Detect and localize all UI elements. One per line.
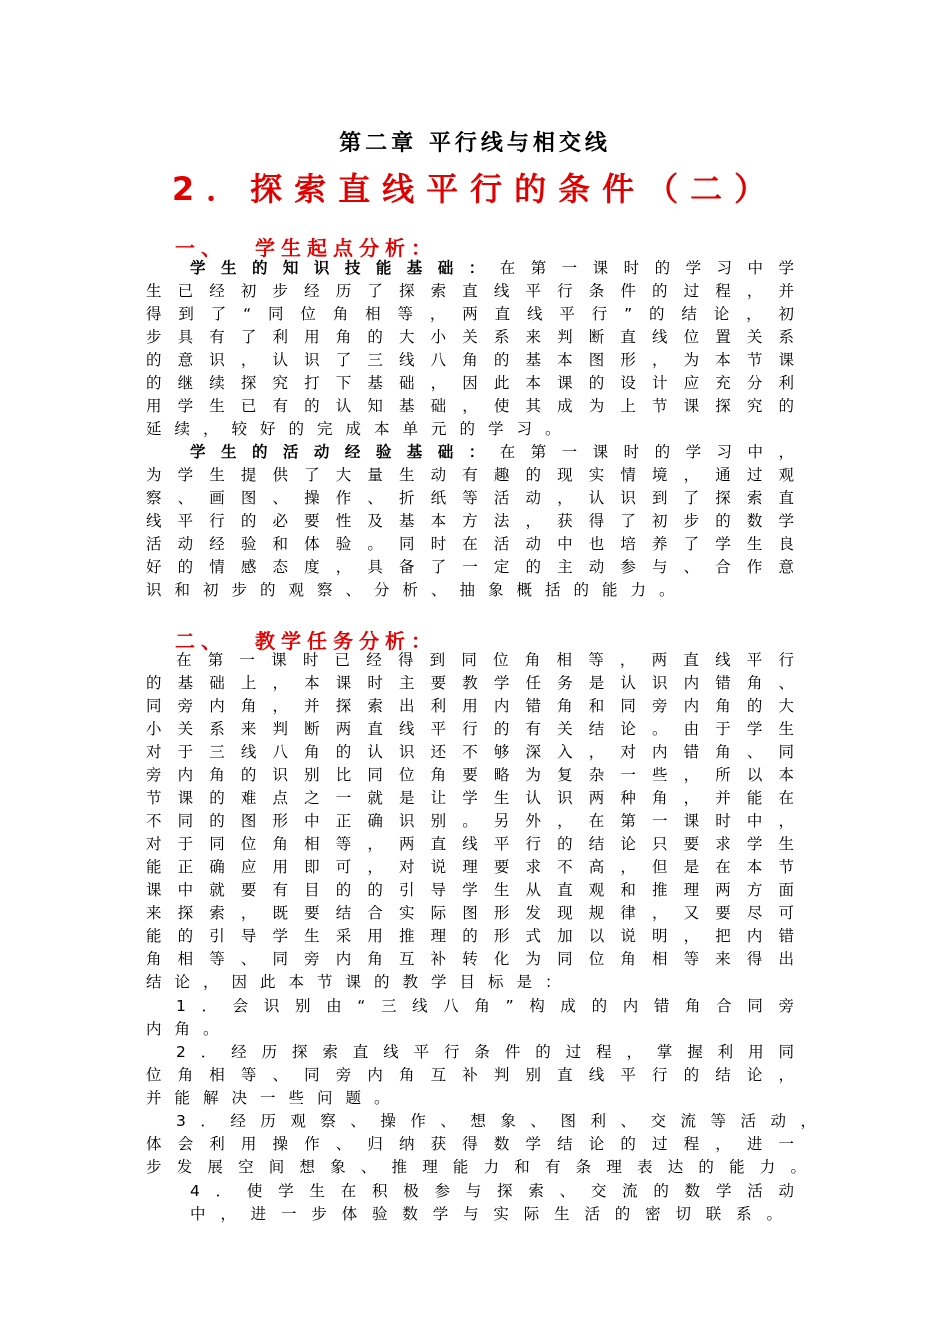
section1-heading-text: 学生起点分析：: [255, 236, 437, 260]
paragraph-line: 步具有了利用角的大小关系来判断直线位置关系: [146, 328, 811, 346]
paragraph-line: 生已经初步经历了探索直线平行条件的过程，并: [146, 282, 811, 300]
paragraph-line: 对于同位角相等，两直线平行的结论只要求学生: [146, 835, 811, 853]
paragraph-line: 不同的图形中正确识别。另外，在第一课时中，: [146, 812, 811, 830]
knowledge-base-label: 学生的知识技能基础：: [190, 259, 500, 277]
goal-line: 步发展空间想象、推理能力和有条理表达的能力。: [146, 1158, 822, 1176]
paragraph-line: 学生的知识技能基础：在第一课时的学习中学: [190, 259, 810, 277]
goal-line: 3．经历观察、操作、想象、图利、交流等活动，: [176, 1112, 831, 1130]
paragraph-line: 线平行的必要性及基本方法，获得了初步的数学: [146, 512, 811, 530]
paragraph-line: 来探索，既要结合实际图形发现规律，又要尽可: [146, 904, 811, 922]
goal-line: 1．会识别由“三线八角”构成的内错角合同旁: [176, 997, 810, 1015]
paragraph-line: 的基础上，本课时主要教学任务是认识内错角、: [146, 674, 811, 692]
paragraph-line: 结论，因此本节课的教学目标是：: [146, 973, 574, 991]
paragraph-line: 小关系来判断两直线平行的有关结论。由于学生: [146, 720, 811, 738]
goal-line: 并能解决一些问题。: [146, 1089, 403, 1107]
goal-line: 中，进一步体验数学与实际生活的密切联系。: [190, 1205, 797, 1223]
paragraph-line: 能的引导学生采用推理的形式加以说明，把内错: [146, 927, 811, 945]
paragraph-line: 能正确应用即可，对说理要求不高，但是在本节: [146, 858, 811, 876]
paragraph-line: 用学生已有的认知基础，使其成为上节课探究的: [146, 397, 811, 415]
paragraph-line: 识和初步的观察、分析、抽象概括的能力。: [146, 581, 688, 599]
lesson-title: 2．探索直线平行的条件（二）: [171, 170, 779, 208]
paragraph-line: 学生的活动经验基础：在第一课时的学习中，: [190, 443, 810, 461]
chapter-title: 第二章 平行线与相交线: [339, 131, 611, 156]
paragraph-line: 得到了“同位角相等，两直线平行”的结论，初: [146, 305, 811, 323]
section2-number: 二、: [175, 629, 227, 653]
paragraph-line: 察、画图、操作、折纸等活动，认识到了探索直: [146, 489, 811, 507]
paragraph-line: 为学生提供了大量生动有趣的现实情境，通过观: [146, 466, 811, 484]
goal-line: 位角相等、同旁内角互补判别直线平行的结论，: [146, 1066, 811, 1084]
paragraph-line: 节课的难点之一就是让学生认识两种角，并能在: [146, 789, 811, 807]
paragraph-line: 角相等、同旁内角互补转化为同位角相等来得出: [146, 950, 811, 968]
paragraph-line: 课中就要有目的的引导学生从直观和推理两方面: [146, 881, 811, 899]
paragraph-line: 同旁内角，并探索出利用内错角和同旁内角的大: [146, 697, 811, 715]
paragraph-line: 对于三线八角的认识还不够深入，对内错角、同: [146, 743, 811, 761]
paragraph-line: 延续，较好的完成本单元的学习。: [146, 420, 574, 438]
goal-line: 体会利用操作、归纳获得数学结论的过程，进一: [146, 1135, 811, 1153]
paragraph-line: 旁内角的识别比同位角要略为复杂一些，所以本: [146, 766, 811, 784]
section1-number: 一、: [175, 236, 227, 260]
activity-base-label: 学生的活动经验基础：: [190, 443, 500, 461]
goal-line: 4．使学生在积极参与探索、交流的数学活动: [190, 1182, 810, 1200]
goal-line: 2．经历探索直线平行条件的过程，掌握利用同: [176, 1043, 809, 1061]
paragraph-line: 活动经验和体验。同时在活动中也培养了学生良: [146, 535, 811, 553]
goal-line: 内角。: [146, 1020, 232, 1038]
paragraph-line: 的意识，认识了三线八角的基本图形，为本节课: [146, 351, 811, 369]
paragraph-line: 的继续探究打下基础，因此本课的设计应充分利: [146, 374, 811, 392]
section2-heading-text: 教学任务分析：: [255, 629, 437, 653]
paragraph-line: 在第一课时已经得到同位角相等，两直线平行: [176, 651, 811, 669]
paragraph-line: 好的情感态度，具备了一定的主动参与、合作意: [146, 558, 811, 576]
